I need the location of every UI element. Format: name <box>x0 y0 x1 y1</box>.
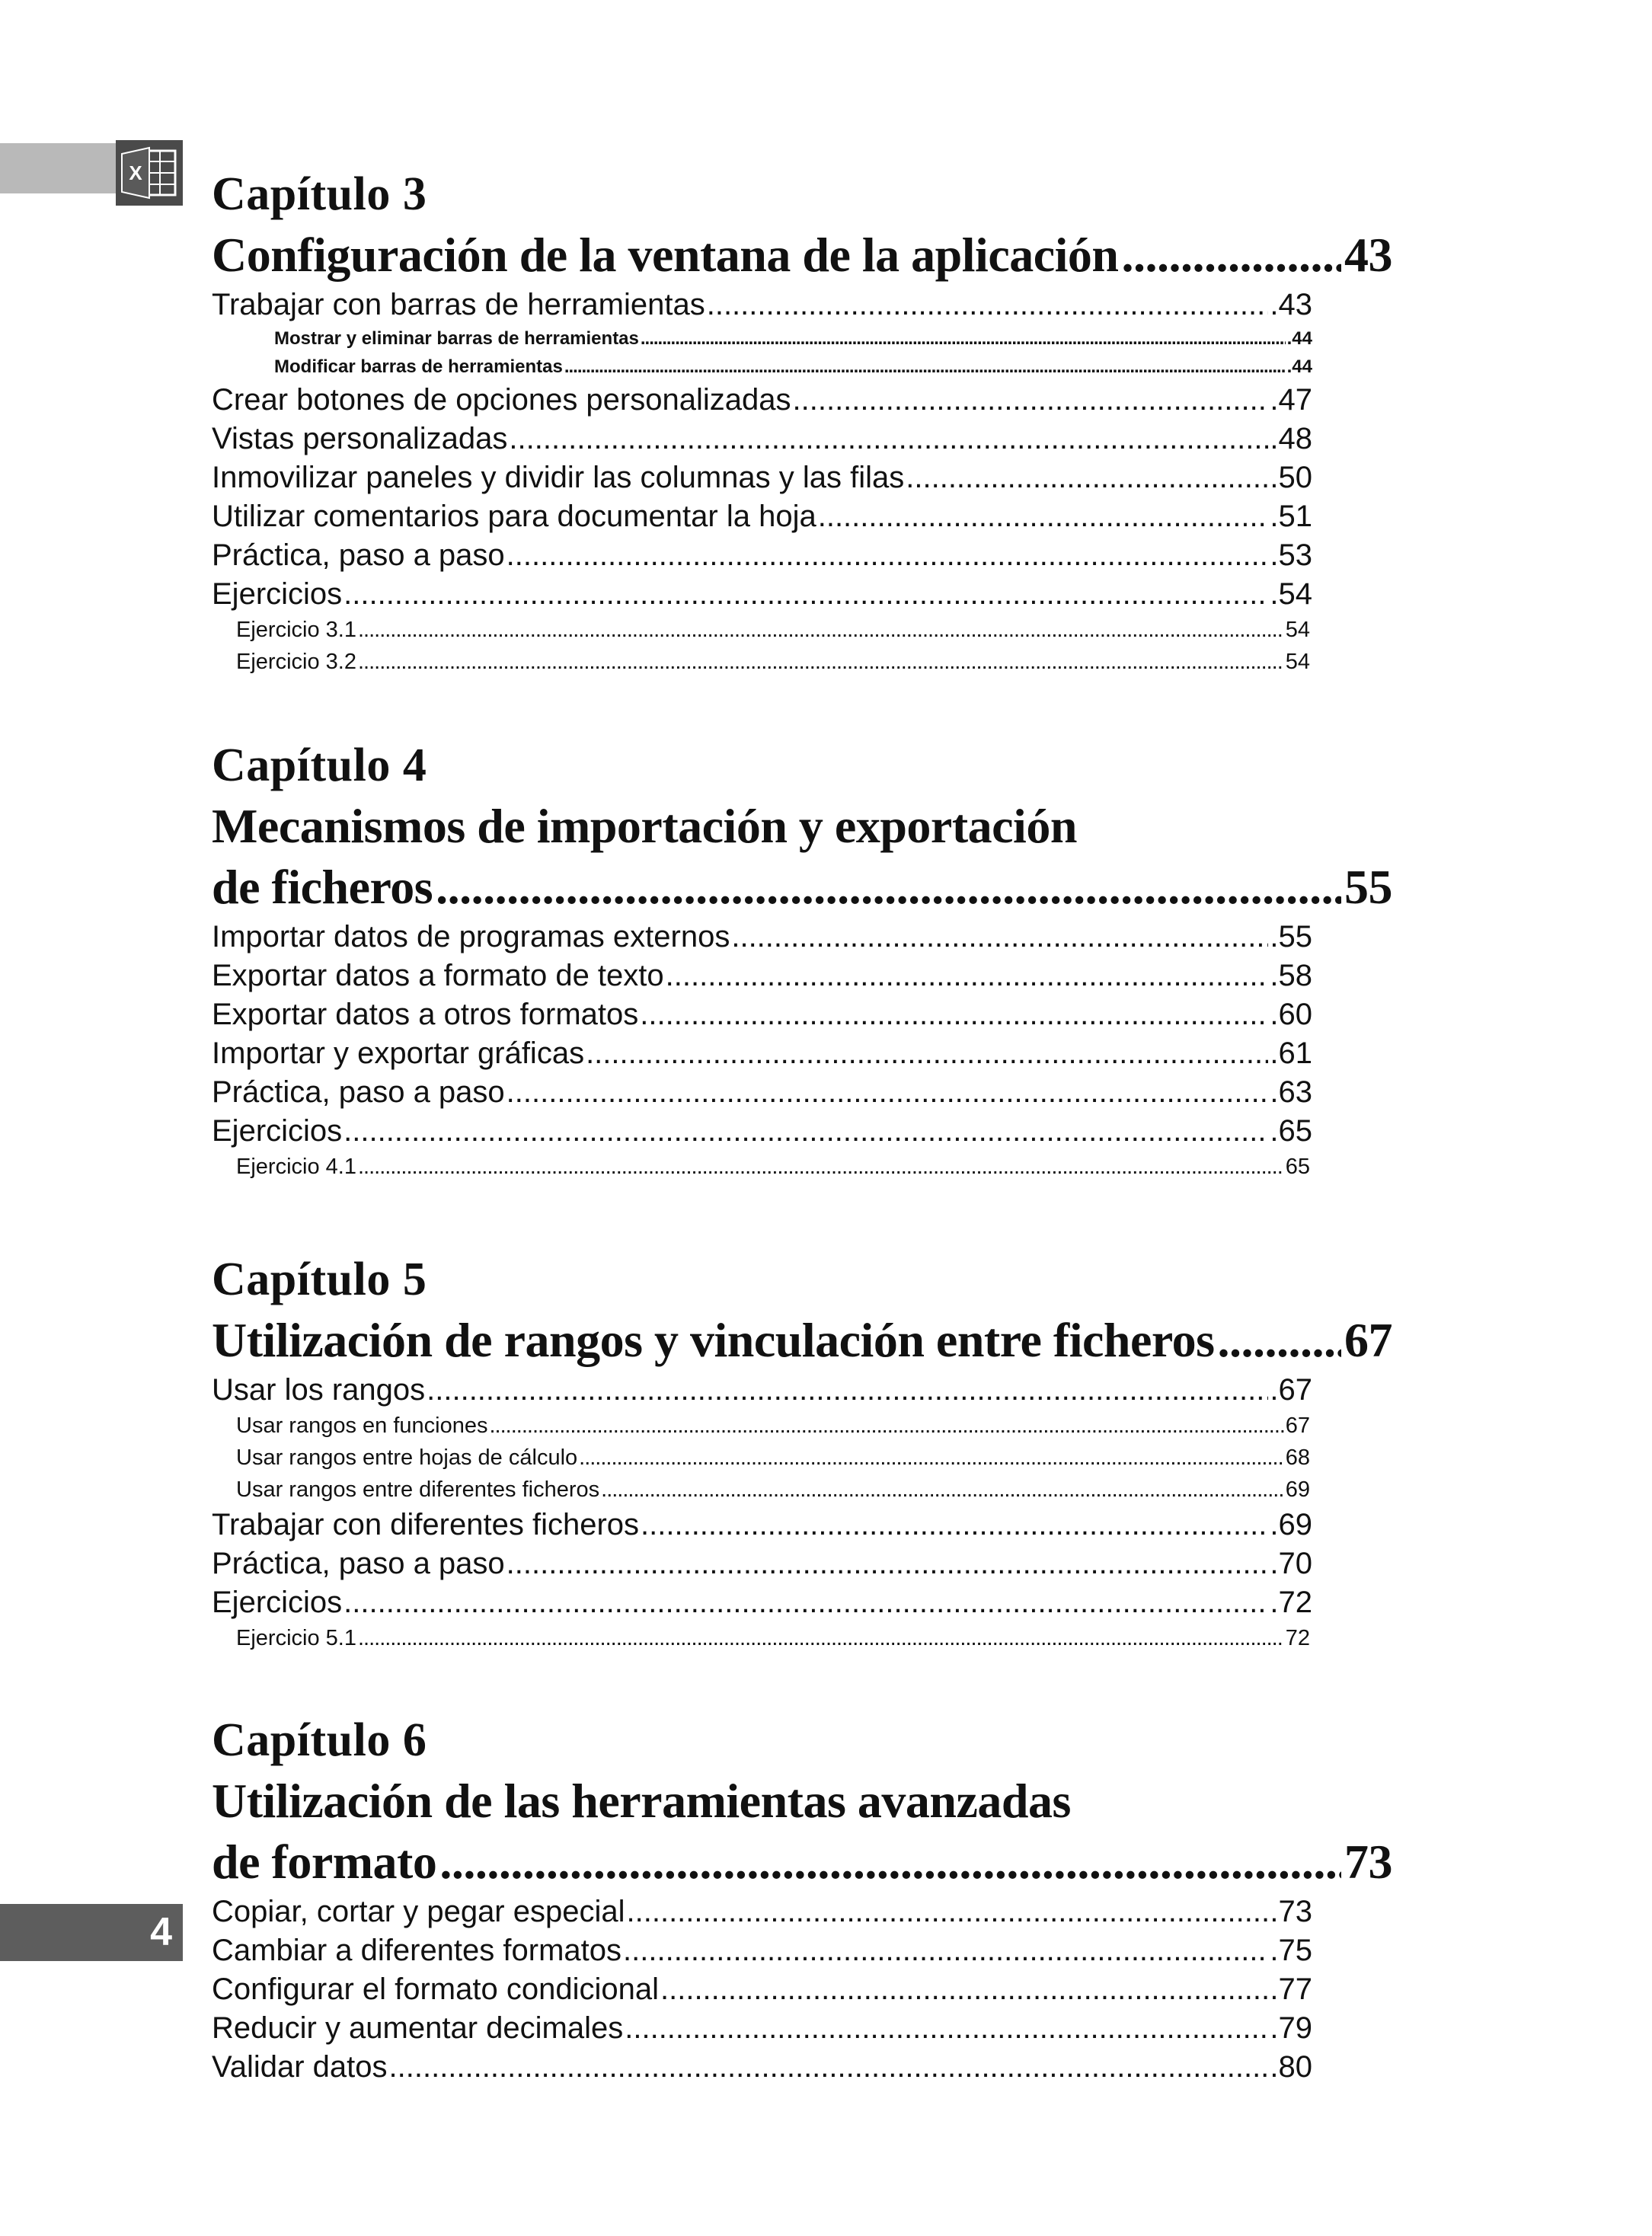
toc-entry-title: Inmovilizar paneles y dividir las columnas y las filas <box>212 461 905 494</box>
excel-icon <box>116 140 183 206</box>
dot-leader <box>344 1112 1268 1151</box>
chapter-page-number: 67 <box>1344 1313 1392 1367</box>
chapter-page-number: 73 <box>1344 1835 1392 1889</box>
toc-entry-page: 54 <box>1285 618 1310 642</box>
chapter-title-row[interactable] <box>212 1310 1392 1371</box>
toc-entry[interactable] <box>212 1970 1312 2009</box>
dot-leader <box>436 857 1341 918</box>
toc-entry-page: .51 <box>1270 500 1312 533</box>
dot-leader <box>344 1583 1268 1622</box>
toc-entry-title: Trabajar con diferentes ficheros <box>212 1508 640 1541</box>
chapter-section <box>212 164 1392 678</box>
dot-leader <box>489 1410 1283 1442</box>
toc-entry-page: 54 <box>1285 650 1310 674</box>
dot-leader <box>623 1931 1268 1970</box>
toc-entry-title: Usar rangos entre hojas de cálculo <box>236 1445 578 1470</box>
toc-entry-page: .44 <box>1286 356 1312 377</box>
dot-leader <box>640 995 1268 1034</box>
toc-entry[interactable] <box>212 1544 1312 1583</box>
toc-entry-title: Copiar, cortar y pegar especial <box>212 1895 625 1928</box>
toc-entry-title: Práctica, paso a paso <box>212 1547 505 1580</box>
dot-leader <box>601 1474 1284 1506</box>
chapter-title-row[interactable] <box>212 1832 1392 1893</box>
toc-entry-page: .61 <box>1270 1037 1312 1070</box>
toc-entry[interactable] <box>212 1034 1312 1073</box>
toc-entry-title: Usar los rangos <box>212 1373 426 1407</box>
toc-entry-title: Modificar barras de herramientas <box>274 356 563 377</box>
toc-entry-title: Ejercicios <box>212 1586 343 1619</box>
chapter-title: de ficheros <box>212 860 433 914</box>
dot-leader <box>439 1832 1341 1893</box>
toc-entry[interactable] <box>212 575 1312 614</box>
toc-entry-title: Usar rangos en funciones <box>236 1413 488 1438</box>
toc-entry-page: 65 <box>1285 1155 1310 1179</box>
toc-entry[interactable] <box>212 2009 1312 2048</box>
dot-leader <box>509 420 1268 458</box>
dot-leader <box>666 957 1269 995</box>
toc-entry-page: .80 <box>1270 2050 1312 2084</box>
toc-entry[interactable] <box>212 1931 1312 1970</box>
chapter-page-number: 55 <box>1344 860 1392 914</box>
toc-entry-title: Utilizar comentarios para documentar la hoja <box>212 500 816 533</box>
dot-leader <box>358 646 1284 678</box>
svg-text:X: X <box>129 161 142 184</box>
toc-entry-page: .55 <box>1270 920 1312 953</box>
dot-leader <box>586 1034 1268 1073</box>
toc-entry[interactable] <box>212 1410 1310 1442</box>
toc-entry-page: 67 <box>1285 1413 1310 1438</box>
toc-entry[interactable] <box>212 957 1312 995</box>
toc-entry-title: Importar datos de programas externos <box>212 920 730 953</box>
toc-entry[interactable] <box>212 536 1312 575</box>
toc-entry-title: Trabajar con barras de herramientas <box>212 288 705 321</box>
chapter-title-row[interactable] <box>212 225 1392 286</box>
dot-leader <box>506 536 1269 575</box>
chapter-label: Capítulo 3 <box>212 168 427 220</box>
dot-leader <box>641 1506 1268 1544</box>
page-number: 4 <box>150 1910 172 1954</box>
toc-entry[interactable] <box>212 1073 1312 1112</box>
dot-leader <box>344 575 1268 614</box>
toc-entry-page: .69 <box>1270 1508 1312 1541</box>
toc-entry-title: Ejercicio 3.1 <box>236 618 356 642</box>
chapter-title: Configuración de la ventana de la aplicación <box>212 228 1119 282</box>
toc-entry[interactable] <box>212 497 1312 536</box>
chapter-label: Capítulo 5 <box>212 1254 427 1305</box>
toc-entry-title: Ejercicio 3.2 <box>236 650 356 674</box>
toc-entry[interactable] <box>212 458 1312 497</box>
toc-entry-page: .44 <box>1286 328 1312 349</box>
toc-entry-page: .43 <box>1270 288 1312 321</box>
toc-entry[interactable] <box>212 1371 1312 1410</box>
toc-entry-title: Mostrar y eliminar barras de herramientas <box>274 328 639 349</box>
toc-entry-title: Importar y exportar gráficas <box>212 1037 585 1070</box>
toc-entry[interactable] <box>212 646 1310 678</box>
chapter-title: Utilización de rangos y vinculación entre ficheros <box>212 1313 1215 1367</box>
dot-leader <box>818 497 1269 536</box>
dot-leader <box>1218 1310 1341 1371</box>
chapter-label: Capítulo 4 <box>212 739 427 791</box>
toc-entry-page: 69 <box>1285 1477 1310 1502</box>
dot-leader <box>660 1970 1268 2009</box>
toc-entry-page: .70 <box>1270 1547 1312 1580</box>
toc-entry[interactable] <box>212 353 1312 381</box>
chapter-section <box>212 735 1392 1183</box>
toc-entry-page: .53 <box>1270 538 1312 572</box>
dot-leader <box>1122 225 1342 286</box>
toc-entry[interactable] <box>212 1112 1312 1151</box>
toc-entry-page: .65 <box>1270 1114 1312 1148</box>
dot-leader <box>793 381 1269 420</box>
chapter-title-line: Mecanismos de importación y exportación <box>212 799 1077 853</box>
toc-entry-title: Ejercicio 5.1 <box>236 1626 356 1650</box>
toc-entry[interactable] <box>212 420 1312 458</box>
toc-entry-title: Validar datos <box>212 2050 388 2084</box>
dot-leader <box>707 286 1269 324</box>
dot-leader <box>427 1371 1268 1410</box>
chapter-title-line: Utilización de las herramientas avanzadas <box>212 1774 1071 1828</box>
dot-leader <box>358 614 1284 646</box>
toc-entry[interactable] <box>212 918 1312 957</box>
toc-entry-title: Ejercicios <box>212 1114 343 1148</box>
toc-entry-title: Exportar datos a formato de texto <box>212 959 664 992</box>
dot-leader <box>358 1622 1284 1654</box>
dot-leader <box>906 458 1268 497</box>
chapter-section <box>212 1710 1392 2087</box>
dot-leader <box>627 1893 1269 1931</box>
toc-entry-page: .67 <box>1270 1373 1312 1407</box>
toc-entry-page: .75 <box>1270 1934 1312 1967</box>
dot-leader <box>564 353 1286 381</box>
toc-entry-title: Práctica, paso a paso <box>212 538 505 572</box>
toc-entry-title: Vistas personalizadas <box>212 422 508 455</box>
dot-leader <box>506 1073 1269 1112</box>
toc-entry[interactable] <box>212 1474 1310 1506</box>
dot-leader <box>625 2009 1268 2048</box>
toc-entry-page: 68 <box>1285 1445 1310 1470</box>
dot-leader <box>506 1544 1269 1583</box>
toc-entry[interactable] <box>212 381 1312 420</box>
toc-entry-page: .79 <box>1270 2011 1312 2045</box>
dot-leader <box>579 1442 1284 1474</box>
dot-leader <box>641 324 1286 353</box>
toc-entry-page: .50 <box>1270 461 1312 494</box>
toc-entry[interactable] <box>212 995 1312 1034</box>
toc-entry-page: .48 <box>1270 422 1312 455</box>
toc-entry[interactable] <box>212 1893 1312 1931</box>
toc-entry[interactable] <box>212 2048 1312 2087</box>
chapter-page-number: 43 <box>1344 228 1392 282</box>
toc-entry-page: 72 <box>1285 1626 1310 1650</box>
chapter-label: Capítulo 6 <box>212 1714 427 1766</box>
dot-leader <box>731 918 1268 957</box>
toc-entry[interactable] <box>212 1151 1310 1183</box>
toc-entry[interactable] <box>212 324 1312 353</box>
toc-entry[interactable] <box>212 286 1312 324</box>
toc-entry-title: Ejercicios <box>212 577 343 611</box>
toc-entry-page: .72 <box>1270 1586 1312 1619</box>
dot-leader <box>358 1151 1284 1183</box>
toc-entry[interactable] <box>212 1506 1312 1544</box>
toc-entry-page: .58 <box>1270 959 1312 992</box>
toc-entry-title: Reducir y aumentar decimales <box>212 2011 624 2045</box>
toc-entry-page: .63 <box>1270 1075 1312 1109</box>
toc-entry-title: Exportar datos a otros formatos <box>212 998 639 1031</box>
toc-entry[interactable] <box>212 614 1310 646</box>
chapter-section <box>212 1249 1392 1654</box>
toc-entry-title: Cambiar a diferentes formatos <box>212 1934 622 1967</box>
toc-entry-title: Práctica, paso a paso <box>212 1075 505 1109</box>
toc-entry[interactable] <box>212 1442 1310 1474</box>
toc-entry-page: .60 <box>1270 998 1312 1031</box>
toc-entry-title: Usar rangos entre diferentes ficheros <box>236 1477 600 1502</box>
toc-entry-page: .47 <box>1270 383 1312 417</box>
header-tab-bar <box>0 143 122 193</box>
toc-entry-page: .54 <box>1270 577 1312 611</box>
dot-leader <box>389 2048 1269 2087</box>
toc-entry-page: .73 <box>1270 1895 1312 1928</box>
toc-entry[interactable] <box>212 1583 1312 1622</box>
toc-entry-page: .77 <box>1270 1972 1312 2006</box>
toc-entry-title: Configurar el formato condicional <box>212 1972 659 2006</box>
chapter-title: de formato <box>212 1835 437 1889</box>
toc-entry-title: Ejercicio 4.1 <box>236 1155 356 1179</box>
toc-entry[interactable] <box>212 1622 1310 1654</box>
chapter-title-row[interactable] <box>212 857 1392 918</box>
toc-entry-title: Crear botones de opciones personalizadas <box>212 383 791 417</box>
page-number-tab <box>0 1904 183 1961</box>
